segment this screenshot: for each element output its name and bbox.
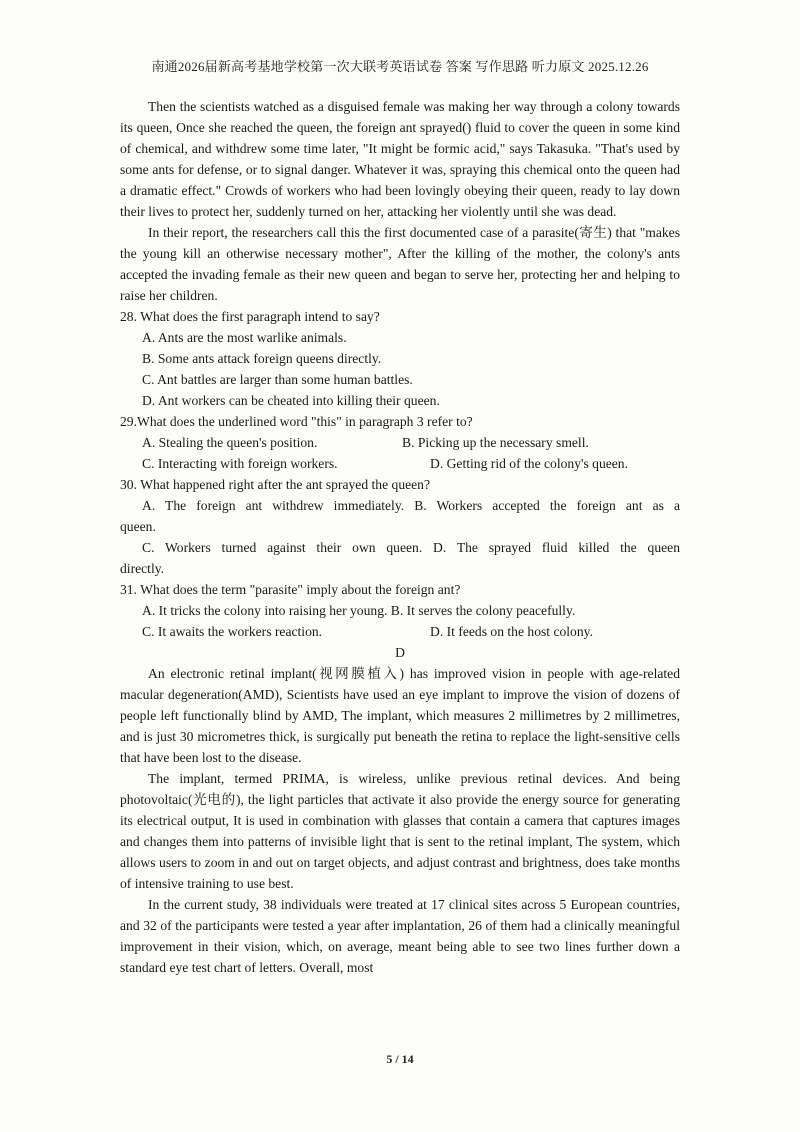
question-29-option-d: D. Getting rid of the colony's queen. [430, 456, 629, 471]
question-28-option-d: D. Ant workers can be cheated into killing their queen. [142, 393, 440, 408]
section-d-paragraph-2: The implant, termed PRIMA, is wireless, unlike previous retinal devices. And being photovoltaic(光电的), the light particles that activate it also provide the energy source for generating its electrical output, It is used in combination with glasses that contain a camera that captures images and changes them into patterns of invisible light that is sent to the retinal implant, The system, which allows users to zoom in and out on target objects, and adjust contrast and brightness, does take months of intensive training to use best. [120, 771, 680, 891]
question-30-stem: 30. What happened right after the ant sprayed the queen? [120, 477, 431, 492]
passage-paragraph-1: Then the scientists watched as a disguised female was making her way through a colony towards its queen, Once she reached the queen, the foreign ant sprayed() fluid to cover the queen in some kind of chemical, and withdrew some time later, "It might be formic acid," says Takasuka. "That's used by some ants for defense, or to signal danger. Whatever it was, spraying this chemical onto the queen had a dramatic effect." Crowds of workers who had been lovingly obeying their queen, ready to lay down their lives to protect her, suddenly turned on her, attacking her violently until she was dead. [120, 99, 680, 219]
question-31-option-c: C. It awaits the workers reaction. [142, 624, 323, 639]
question-31-options-ab: A. It tricks the colony into raising her young. B. It serves the colony peacefully. [142, 603, 576, 618]
question-28-option-a: A. Ants are the most warlike animals. [142, 330, 347, 345]
question-29-option-b: B. Picking up the necessary smell. [402, 435, 589, 450]
section-d-paragraph-1: An electronic retinal implant(视网膜植入) has improved vision in people with age-related macular degeneration(AMD), Scientists have used an eye implant to improve the vision of dozens of people left functionally blind by AMD, The implant, which measures 2 millimetres by 2 millimetres, and is just 30 micrometres thick, is surgically put beneath the retina to replace the light-sensitive cells that have been lost to the disease. [120, 666, 680, 765]
section-d-paragraph-3: In the current study, 38 individuals were treated at 17 clinical sites across 5 European countries, and 32 of the participants were tested a year after implantation, 26 of them had a clinically meaningful improvement in their vision, which, on average, meant being able to see two lines further down a standard eye test chart of letters. Overall, most [120, 897, 680, 975]
question-29-options-row-1 [142, 432, 680, 453]
page-header: 南通2026届新高考基地学校第一次大联考英语试卷 答案 写作思路 听力原文 2025.12.26 [151, 59, 649, 74]
question-28-option-c: C. Ant battles are larger than some human battles. [142, 372, 413, 387]
question-31-options-row-2 [142, 621, 680, 642]
question-30-options-cd: C. Workers turned against their own queen. D. The sprayed fluid killed the queen [142, 540, 680, 555]
section-d-heading: D [395, 645, 405, 660]
question-29-stem: 29.What does the underlined word "this" in paragraph 3 refer to? [120, 414, 473, 429]
question-30-options-ab: A. The foreign ant withdrew immediately. B. Workers accepted the foreign ant as a [142, 498, 680, 513]
question-31-stem: 31. What does the term "parasite" imply about the foreign ant? [120, 582, 461, 597]
page-content [120, 96, 680, 978]
question-28-option-b: B. Some ants attack foreign queens directly. [142, 351, 382, 366]
question-31-option-d: D. It feeds on the host colony. [430, 624, 593, 639]
passage-paragraph-2: In their report, the researchers call this the first documented case of a parasite(寄生) that "makes the young kill an otherwise necessary mother", After the killing of the mother, the colony's ants accepted the invading female as their new queen and began to serve her, protecting her and helping to raise her children. [120, 225, 680, 303]
question-30-options-ab-continued: queen. [120, 519, 156, 534]
question-30-options-cd-continued: directly. [120, 561, 165, 576]
question-28-stem: 28. What does the first paragraph intend to say? [120, 309, 380, 324]
question-29-option-c: C. Interacting with foreign workers. [142, 456, 338, 471]
page-number: 5 / 14 [386, 1052, 414, 1066]
question-29-options-row-2 [142, 453, 680, 474]
question-29-option-a: A. Stealing the queen's position. [142, 435, 318, 450]
